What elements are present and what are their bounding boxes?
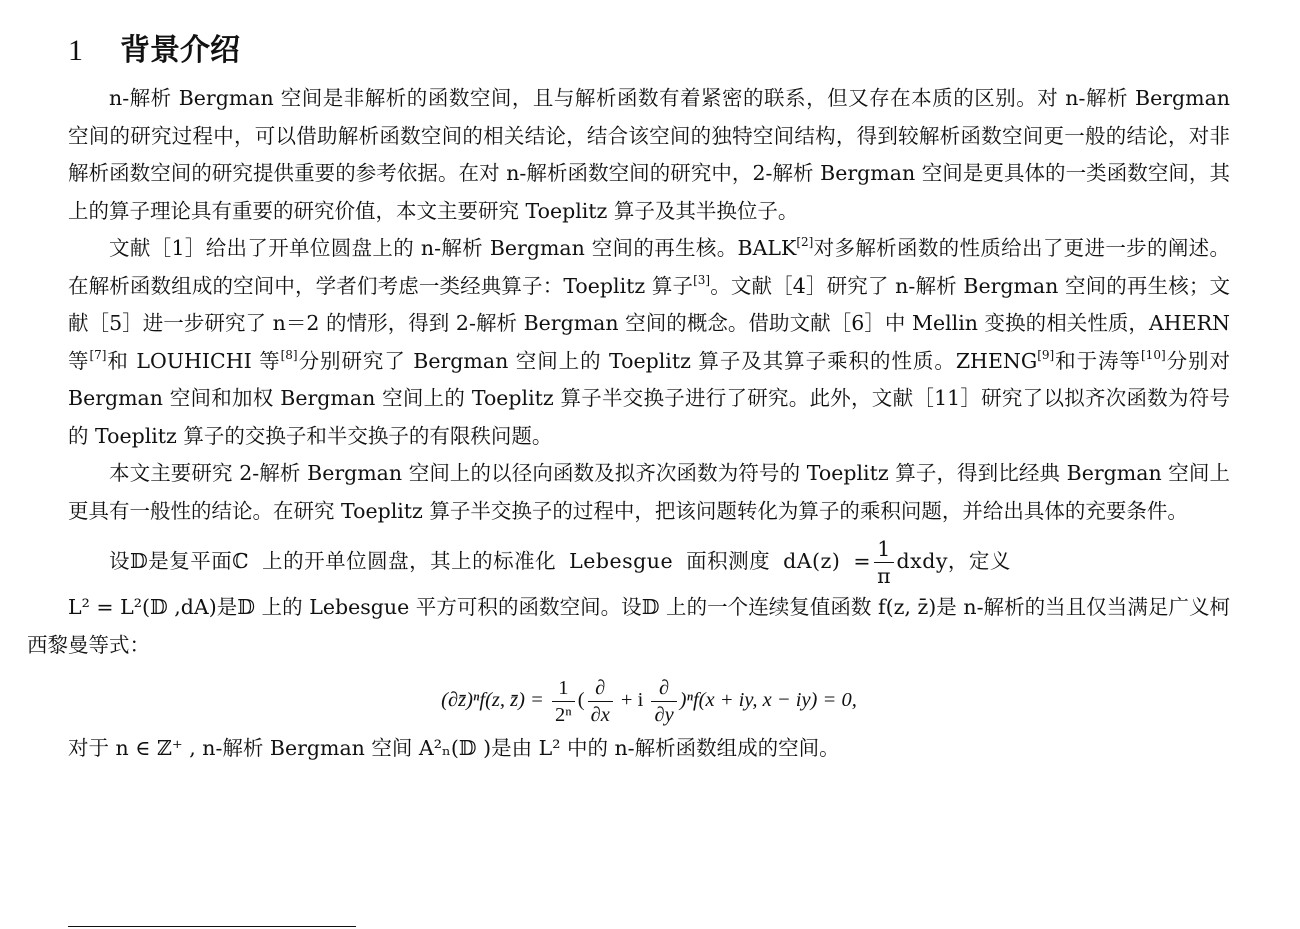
fraction-numerator: 1 <box>552 675 575 702</box>
fraction-numerator: 1 <box>874 536 893 563</box>
paragraph-text: 文献［1］给出了开单位圆盘上的 n-解析 Bergman 空间的再生核。BALK <box>109 236 797 260</box>
citation-ref: [8] <box>280 347 298 362</box>
equation-lhs: (∂z̄)ⁿf(z, z̄) = <box>441 689 544 711</box>
paragraph-text: L² = L²(𝔻 ,dA)是𝔻 上的 Lebesgue 平方可积的函数空间。设𝔻 上的一个连续复值函数 f(z, z̄)是 n-解析的当且仅当满足广义柯西黎曼等式： <box>27 595 1230 657</box>
fraction-numerator: ∂ <box>588 675 613 702</box>
section-number: 1 <box>68 34 83 67</box>
paragraph-text: 设𝔻是复平面ℂ 上的开单位圆盘，其上的标准化 Lebesgue 面积测度 dA(z) = <box>109 549 872 573</box>
paragraph-intro: n-解析 Bergman 空间是非解析的函数空间，且与解析函数有着紧密的联系，但又存在本质的区别。对 n-解析 Bergman 空间的研究过程中，可以借助解析函数空间的相关结论，结合该空间的独特空间结构，得到较解析函数空间更一般的结论，对非解析函数空间的研究提供重要的参考依据。在对 n-解析函数空间的研究中，2-解析 Bergman 空间是更具体的一类函数空间，其上的算子理论具有重要的研究价值，本文主要研究 Toeplitz 算子及其半换位子。 <box>68 86 1230 223</box>
section-title: 背景介绍 <box>120 33 240 68</box>
paragraph-text: 和 LOUHICHI 等 <box>106 348 281 373</box>
paragraph-definitions <box>27 536 1230 664</box>
paragraph-text: 对多解析函数的性质给出了更进一步的阐述。在解析函数组成的空间中，学者们考虑一类经典算子：Toeplitz 算子 <box>68 236 1230 298</box>
equation-open-paren: ( <box>577 689 585 711</box>
fraction-denominator: π <box>877 564 891 588</box>
equation-rhs: )ⁿf(x + iy, x − iy) = 0, <box>679 689 857 711</box>
paragraph-text: 分别研究了 Bergman 空间上的 Toeplitz 算子及其算子乘积的性质。ZHENG <box>297 348 1038 373</box>
fraction-denominator: 2ⁿ <box>555 703 572 726</box>
citation-ref: [2] <box>796 235 814 249</box>
footnote-rule <box>68 926 356 927</box>
paragraph-text: 。文献［4］研究了 n-解析 Bergman 空间的再生核；文献［5］进一步研究了 n＝2 的情形，得到 2-解析 Bergman 空间的概念。借助文献［6］中 Mellin 变换的相关性质，AHERN 等 <box>68 273 1230 373</box>
partial-x-fraction <box>588 675 613 728</box>
paragraph-text: 和于涛等 <box>1054 348 1141 373</box>
fraction-denominator: ∂y <box>654 703 674 726</box>
paragraph-scope: 本文主要研究 2-解析 Bergman 空间上的以径向函数及拟齐次函数为符号的 Toeplitz 算子，得到比经典 Bergman 空间上更具有一般性的结论。在研究 Toeplitz 算子半交换子的过程中，把该问题转化为算子的乘积问题，并给出具体的充要条件。 <box>68 461 1230 523</box>
fraction-numerator: ∂ <box>651 675 676 702</box>
paragraph-text: 分别对 Bergman 空间和加权 Bergman 空间上的 Toeplitz 算子半交换子进行了研究。此外，文献［11］研究了以拟齐次函数为符号的 Toeplitz 算子的交换子和半交换子的有限秩问题。 <box>68 348 1231 448</box>
citation-ref: [3] <box>693 272 711 287</box>
paragraph-space-definition: 对于 n ∈ ℤ⁺ , n-解析 Bergman 空间 A²ₙ(𝔻 )是由 L² 中的 n-解析函数组成的空间。 <box>68 736 840 760</box>
fraction-denominator: ∂x <box>590 703 610 726</box>
equation-coefficient <box>552 675 575 728</box>
partial-y-fraction <box>651 675 676 728</box>
fraction-one-over-pi <box>874 536 893 589</box>
citation-ref: [7] <box>89 347 107 362</box>
section-heading <box>68 30 1230 72</box>
citation-ref: [9] <box>1037 347 1055 362</box>
paragraph-text: dxdy，定义 <box>896 549 1011 573</box>
cauchy-riemann-equation <box>68 670 1230 730</box>
equation-plus-i: + i <box>620 689 644 711</box>
citation-ref: [10] <box>1141 347 1166 362</box>
paragraph-literature <box>68 230 1230 455</box>
